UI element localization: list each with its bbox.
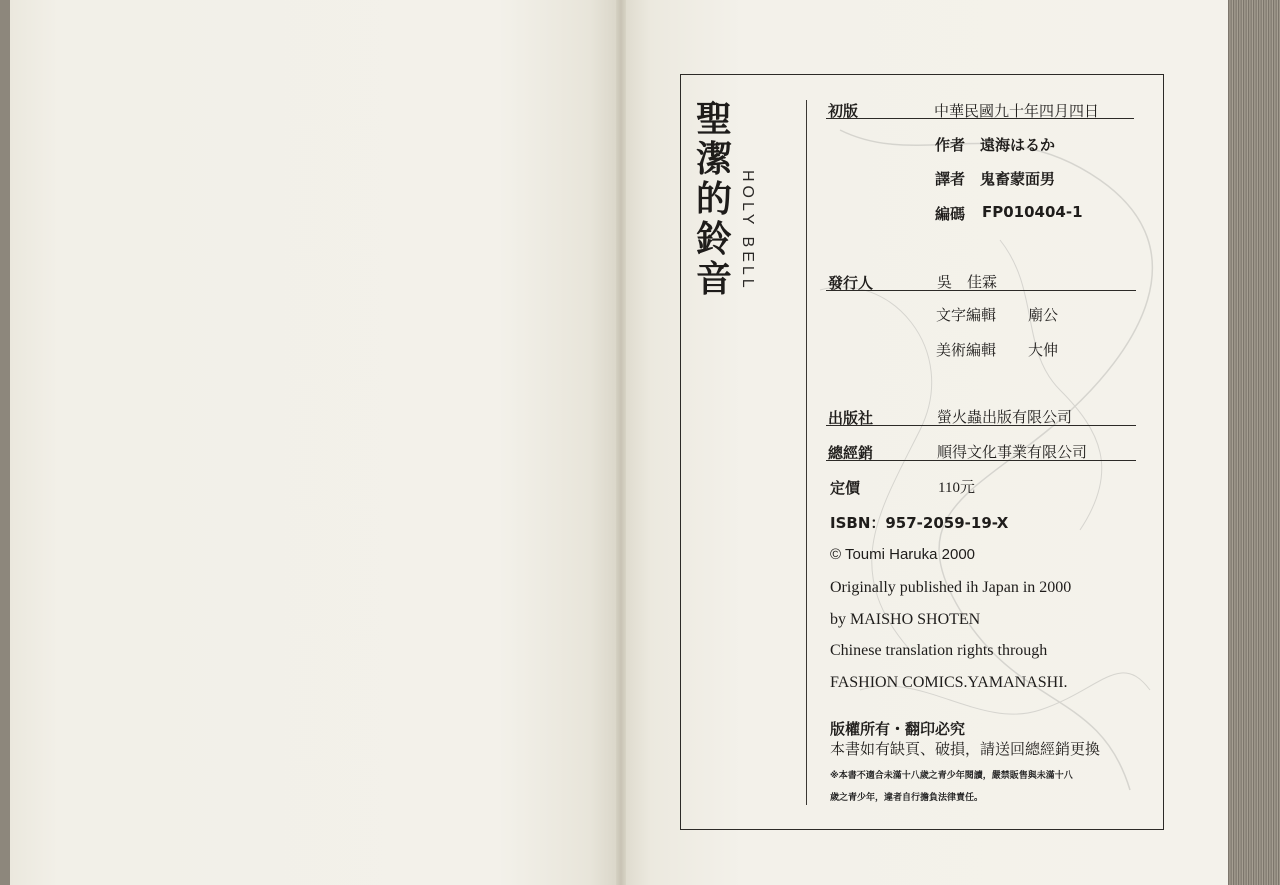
defect-notice: 本書如有缺頁、破損，請送回總經銷更換 [830,740,1101,758]
edition-underline [826,118,1134,119]
publisher-person-label: 發行人 [828,274,874,292]
book-title-chinese: 聖 潔 的 鈴 音 [695,99,732,300]
distributor-label: 總經銷 [828,444,874,462]
book-left-edge [0,0,10,885]
publisher-person-underline [826,290,1136,291]
book-title-english: HOLY BELL [739,170,756,292]
price-label: 定價 [830,479,861,497]
age-notice-line-2: 歲之青少年，違者自行擔負法律責任。 [830,793,984,803]
author-name: 遠海はるか [980,136,1056,154]
english-line-2: by MAISHO SHOTEN [830,611,981,628]
distributor-underline [826,460,1136,461]
copyright-notice: © Toumi Haruka 2000 [830,546,976,563]
code-label: 編碼 [935,205,966,223]
book-gutter [616,0,626,885]
text-editor-label: 文字編輯 [936,306,997,324]
isbn: ISBN：957-2059-19-X [830,514,1009,532]
publisher-label: 出版社 [828,409,874,427]
left-page [10,0,620,885]
rights-reserved: 版權所有・翻印必究 [830,720,966,738]
english-line-1: Originally published ih Japan in 2000 [830,579,1072,596]
page-edges [1228,0,1280,885]
art-editor-label: 美術編輯 [936,341,997,359]
translator-label: 譯者 [935,170,966,188]
edition-date: 中華民國九十年四月四日 [934,104,1100,120]
author-label: 作者 [935,136,966,154]
publisher-underline [826,425,1136,426]
text-editor-name: 廟公 [1028,306,1059,324]
edition-label: 初版 [828,102,859,120]
distributor-name: 順得文化事業有限公司 [937,443,1088,461]
publisher-person-name: 吳 佳霖 [937,273,998,291]
price-value: 110元 [938,480,975,496]
publisher-name: 螢火蟲出版有限公司 [937,408,1073,426]
art-editor-name: 大伸 [1028,341,1059,359]
age-notice-line-1: ※本書不適合未滿十八歲之青少年閱讀，嚴禁販售與未滿十八 [830,771,1073,781]
english-line-4: FASHION COMICS.YAMANASHI. [830,674,1068,691]
colophon-divider [806,100,807,805]
code-value: FP010404-1 [982,203,1083,221]
translator-name: 鬼畜蒙面男 [980,170,1056,188]
english-line-3: Chinese translation rights through [830,642,1048,659]
